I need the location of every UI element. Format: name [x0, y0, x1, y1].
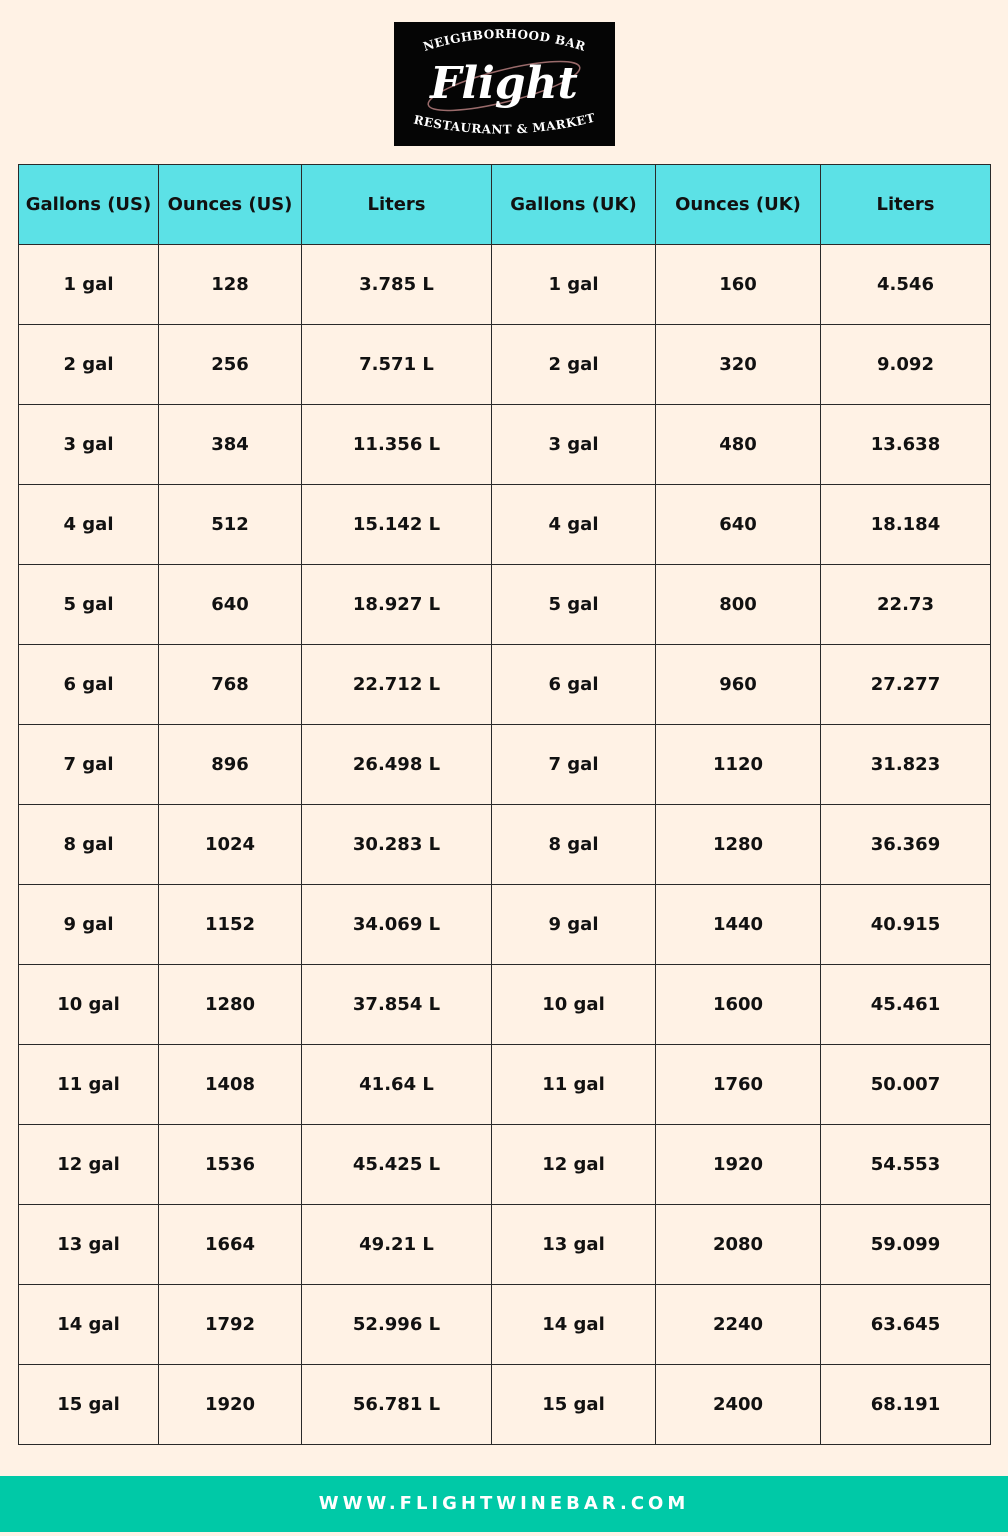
cell-gallons-uk: 12 gal [492, 1125, 656, 1205]
cell-liters-us: 15.142 L [302, 485, 492, 565]
header-liters-uk: Liters [821, 165, 991, 245]
cell-ounces-uk: 960 [656, 645, 821, 725]
cell-gallons-uk: 9 gal [492, 885, 656, 965]
cell-gallons-uk: 15 gal [492, 1365, 656, 1445]
table-row [19, 725, 991, 805]
cell-gallons-uk: 5 gal [492, 565, 656, 645]
logo-artwork [394, 22, 615, 146]
cell-gallons-us: 7 gal [19, 725, 159, 805]
table-row [19, 245, 991, 325]
cell-ounces-uk: 480 [656, 405, 821, 485]
cell-liters-uk: 45.461 [821, 965, 991, 1045]
cell-liters-uk: 50.007 [821, 1045, 991, 1125]
cell-gallons-us: 5 gal [19, 565, 159, 645]
cell-ounces-uk: 1280 [656, 805, 821, 885]
cell-liters-uk: 27.277 [821, 645, 991, 725]
cell-liters-us: 7.571 L [302, 325, 492, 405]
cell-liters-uk: 31.823 [821, 725, 991, 805]
cell-ounces-uk: 1440 [656, 885, 821, 965]
table-row [19, 885, 991, 965]
cell-ounces-uk: 2240 [656, 1285, 821, 1365]
logo-top-text: NEIGHBORHOOD BAR [421, 26, 588, 54]
cell-gallons-uk: 14 gal [492, 1285, 656, 1365]
cell-ounces-us: 1408 [159, 1045, 302, 1125]
cell-gallons-us: 13 gal [19, 1205, 159, 1285]
cell-ounces-uk: 1760 [656, 1045, 821, 1125]
cell-ounces-uk: 160 [656, 245, 821, 325]
cell-gallons-uk: 7 gal [492, 725, 656, 805]
cell-gallons-uk: 8 gal [492, 805, 656, 885]
cell-ounces-uk: 2400 [656, 1365, 821, 1445]
cell-ounces-uk: 320 [656, 325, 821, 405]
header-liters-us: Liters [302, 165, 492, 245]
cell-liters-uk: 9.092 [821, 325, 991, 405]
cell-ounces-us: 384 [159, 405, 302, 485]
header-ounces-uk: Ounces (UK) [656, 165, 821, 245]
cell-liters-us: 45.425 L [302, 1125, 492, 1205]
flight-logo [394, 22, 615, 146]
table-header-row [19, 165, 991, 245]
cell-ounces-us: 1152 [159, 885, 302, 965]
cell-ounces-us: 1792 [159, 1285, 302, 1365]
table-row [19, 1125, 991, 1205]
table-row [19, 1045, 991, 1125]
cell-ounces-uk: 2080 [656, 1205, 821, 1285]
logo-bottom-text: RESTAURANT & MARKET [412, 110, 597, 137]
cell-ounces-us: 640 [159, 565, 302, 645]
logo-name: Flight [430, 58, 578, 109]
cell-gallons-uk: 4 gal [492, 485, 656, 565]
cell-gallons-us: 14 gal [19, 1285, 159, 1365]
cell-ounces-us: 128 [159, 245, 302, 325]
cell-liters-uk: 18.184 [821, 485, 991, 565]
cell-gallons-us: 11 gal [19, 1045, 159, 1125]
cell-liters-uk: 36.369 [821, 805, 991, 885]
cell-gallons-us: 6 gal [19, 645, 159, 725]
cell-gallons-us: 8 gal [19, 805, 159, 885]
cell-ounces-uk: 800 [656, 565, 821, 645]
cell-gallons-uk: 11 gal [492, 1045, 656, 1125]
table-row [19, 965, 991, 1045]
table-row [19, 405, 991, 485]
cell-ounces-us: 1536 [159, 1125, 302, 1205]
cell-gallons-uk: 6 gal [492, 645, 656, 725]
header-gallons-uk: Gallons (UK) [492, 165, 656, 245]
table-row [19, 805, 991, 885]
table-row [19, 645, 991, 725]
table-row [19, 485, 991, 565]
cell-liters-us: 56.781 L [302, 1365, 492, 1445]
cell-liters-uk: 4.546 [821, 245, 991, 325]
cell-gallons-us: 4 gal [19, 485, 159, 565]
cell-gallons-us: 2 gal [19, 325, 159, 405]
cell-liters-us: 18.927 L [302, 565, 492, 645]
cell-ounces-us: 1920 [159, 1365, 302, 1445]
table-row [19, 1365, 991, 1445]
cell-liters-us: 3.785 L [302, 245, 492, 325]
cell-ounces-uk: 640 [656, 485, 821, 565]
cell-ounces-us: 1024 [159, 805, 302, 885]
cell-ounces-us: 896 [159, 725, 302, 805]
cell-liters-us: 22.712 L [302, 645, 492, 725]
cell-gallons-us: 3 gal [19, 405, 159, 485]
cell-liters-uk: 54.553 [821, 1125, 991, 1205]
cell-liters-us: 34.069 L [302, 885, 492, 965]
cell-liters-us: 26.498 L [302, 725, 492, 805]
cell-gallons-us: 12 gal [19, 1125, 159, 1205]
cell-liters-uk: 22.73 [821, 565, 991, 645]
cell-liters-uk: 59.099 [821, 1205, 991, 1285]
header-gallons-us: Gallons (US) [19, 165, 159, 245]
cell-liters-us: 49.21 L [302, 1205, 492, 1285]
cell-liters-us: 41.64 L [302, 1045, 492, 1125]
cell-liters-us: 11.356 L [302, 405, 492, 485]
cell-ounces-us: 256 [159, 325, 302, 405]
table-row [19, 325, 991, 405]
cell-gallons-uk: 13 gal [492, 1205, 656, 1285]
table-row [19, 1285, 991, 1365]
table-row [19, 565, 991, 645]
cell-gallons-uk: 2 gal [492, 325, 656, 405]
cell-liters-us: 30.283 L [302, 805, 492, 885]
cell-ounces-uk: 1920 [656, 1125, 821, 1205]
cell-liters-uk: 13.638 [821, 405, 991, 485]
cell-gallons-uk: 1 gal [492, 245, 656, 325]
footer-url: WWW.FLIGHTWINEBAR.COM [318, 1493, 690, 1514]
cell-ounces-us: 1664 [159, 1205, 302, 1285]
cell-ounces-us: 512 [159, 485, 302, 565]
cell-ounces-us: 1280 [159, 965, 302, 1045]
cell-gallons-uk: 3 gal [492, 405, 656, 485]
cell-liters-us: 52.996 L [302, 1285, 492, 1365]
cell-gallons-us: 15 gal [19, 1365, 159, 1445]
conversion-table [18, 164, 991, 1445]
cell-liters-uk: 40.915 [821, 885, 991, 965]
table-row [19, 1205, 991, 1285]
cell-liters-uk: 63.645 [821, 1285, 991, 1365]
cell-liters-us: 37.854 L [302, 965, 492, 1045]
cell-ounces-us: 768 [159, 645, 302, 725]
cell-ounces-uk: 1120 [656, 725, 821, 805]
cell-gallons-us: 10 gal [19, 965, 159, 1045]
footer-bar [0, 1476, 1008, 1532]
cell-liters-uk: 68.191 [821, 1365, 991, 1445]
table-body [19, 245, 991, 1445]
cell-ounces-uk: 1600 [656, 965, 821, 1045]
cell-gallons-us: 9 gal [19, 885, 159, 965]
cell-gallons-uk: 10 gal [492, 965, 656, 1045]
header-ounces-us: Ounces (US) [159, 165, 302, 245]
cell-gallons-us: 1 gal [19, 245, 159, 325]
